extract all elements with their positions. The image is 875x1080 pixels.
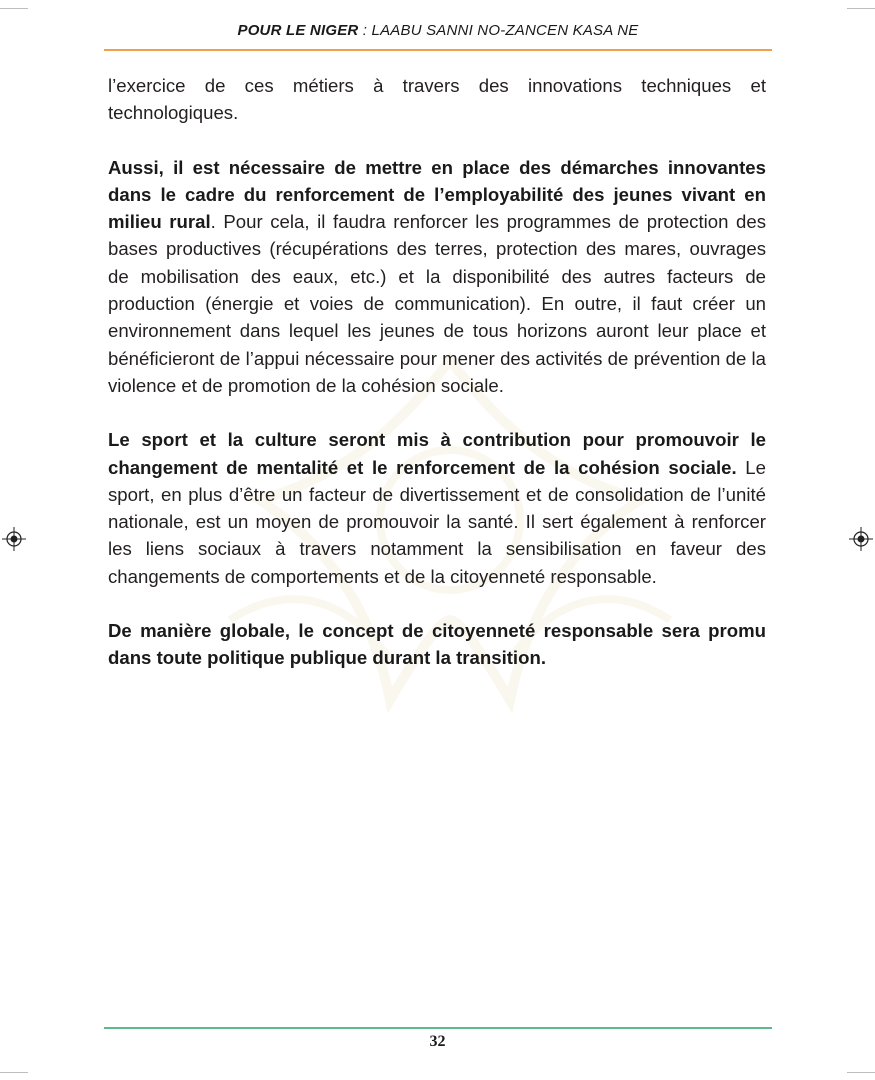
paragraph-3-text: Le sport, en plus d’être un facteur de divertissement et de consolidation de l’unité nationale, est un moyen de promouvoir la santé. Il sert également à renforcer les liens sociaux à travers notamment la sensibilisation en faveur des changements de comportements et de la citoyenneté responsable. bbox=[108, 456, 766, 587]
header-title-bold: POUR LE NIGER bbox=[237, 22, 359, 39]
page-number: 32 bbox=[429, 1033, 446, 1050]
crop-mark-top-left bbox=[0, 8, 28, 9]
paragraph-2-bold: Aussi, il est nécessaire de mettre en place des démarches innovantes dans le cadre du renforcement de l’employabilité des jeunes vivant en milieu rural bbox=[108, 156, 766, 233]
registration-mark-right-icon bbox=[849, 527, 873, 551]
paragraph-1-text: l’exercice de ces métiers à travers des innovations techniques et technologiques. bbox=[108, 75, 766, 124]
paragraph-4 bbox=[108, 617, 766, 672]
paragraph-3 bbox=[108, 426, 766, 590]
footer-rule bbox=[104, 1027, 772, 1029]
header-title-rest: : LAABU SANNI NO-ZANCEN KASA NE bbox=[358, 22, 639, 39]
body-text bbox=[108, 72, 766, 699]
crop-mark-bottom-right bbox=[847, 1072, 875, 1073]
paragraph-3-bold: Le sport et la culture seront mis à contribution pour promouvoir le changement de mentalité et le renforcement de la cohésion sociale. bbox=[108, 429, 766, 478]
header-rule bbox=[104, 49, 772, 51]
paragraph-2 bbox=[108, 154, 766, 400]
running-header bbox=[104, 22, 772, 39]
crop-mark-bottom-left bbox=[0, 1072, 28, 1073]
paragraph-4-bold: De manière globale, le concept de citoyenneté responsable sera promu dans toute politique publique durant la transition. bbox=[108, 620, 766, 669]
paragraph-2-text: . Pour cela, il faudra renforcer les programmes de protection des bases productives (récupérations des terres, protection des mares, ouvrages de mobilisation des eaux, etc.) et la disponibilité des autres facteurs de production (énergie et voies de communication). En outre, il faut créer un environnement dans lequel les jeunes de tous horizons auront leur place et bénéficieront de l’appui nécessaire pour mener des activités de prévention de la violence et de promotion de la cohésion sociale. bbox=[108, 211, 767, 396]
registration-mark-left-icon bbox=[2, 527, 26, 551]
crop-mark-top-right bbox=[847, 8, 875, 9]
paragraph-1 bbox=[108, 72, 766, 127]
